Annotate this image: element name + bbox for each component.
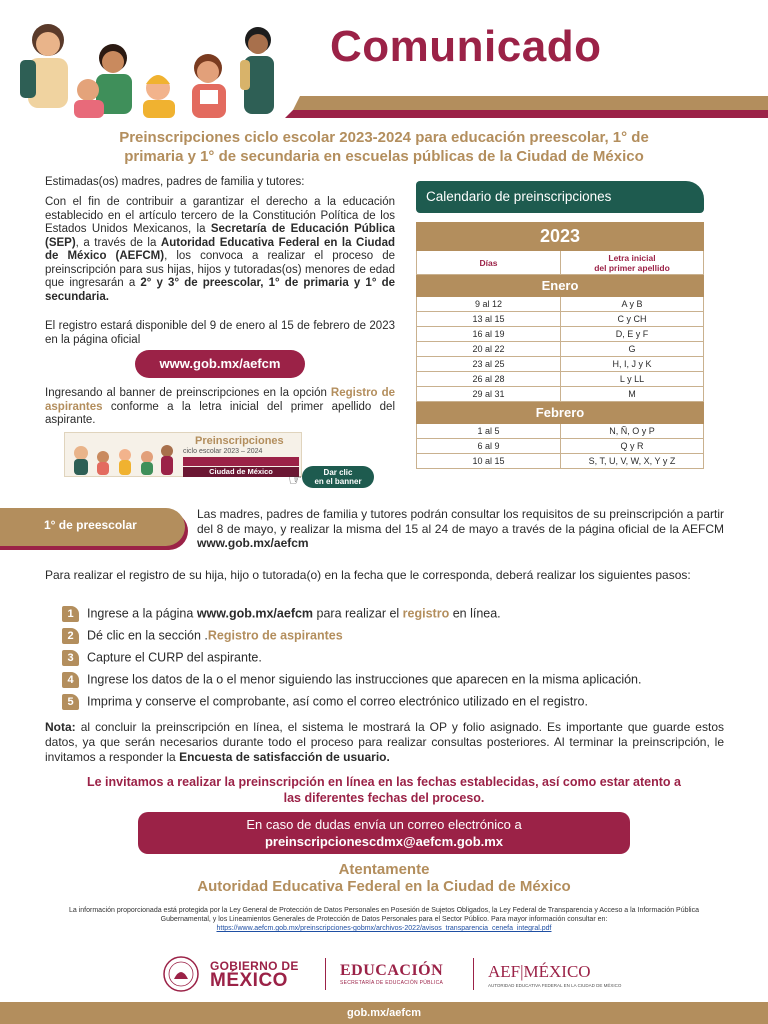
survey-text[interactable]: Encuesta de satisfacción de usuario. <box>179 750 390 764</box>
sep-name: Secretaría de Educación Pública (SEP) <box>45 223 395 249</box>
calendar-days: 16 al 19 <box>417 327 561 342</box>
sep-logo-caption: SECRETARÍA DE EDUCACIÓN PÚBLICA <box>340 980 444 986</box>
calendar-row <box>417 297 704 312</box>
step-number: 1 <box>62 606 79 622</box>
banner-city: Ciudad de México <box>183 467 299 477</box>
step-number: 5 <box>62 694 79 710</box>
click-label-1: Dar clic <box>323 468 353 477</box>
step-number: 4 <box>62 672 79 688</box>
calendar-row <box>417 372 704 387</box>
col-header-letter <box>561 251 704 275</box>
click-label-2: en el banner <box>314 477 362 486</box>
aef-logo-caption: AUTORIDAD EDUCATIVA FEDERAL EN LA CIUDAD DE MÉXICO <box>488 983 622 988</box>
calendar-days: 23 al 25 <box>417 357 561 372</box>
col-header-letter-2: del primer apellido <box>594 262 670 273</box>
step-item <box>62 626 343 644</box>
step-item <box>62 670 642 688</box>
subtitle-line-1: Preinscripciones ciclo escolar 2023-2024 para educación preescolar, 1° de <box>119 129 649 146</box>
contact-email[interactable]: preinscripcionescdmx@aefcm.gob.mx <box>264 834 504 849</box>
step-number: 2 <box>62 628 79 644</box>
step-text-part: Capture el CURP del aspirante. <box>87 650 262 665</box>
banner-children-illustration <box>67 439 177 475</box>
steps-intro: Para realizar el registro de su hija, hijo o tutorada(o) en la fecha que le corresponda, deberá realizar los siguientes pasos: <box>45 568 691 582</box>
contact-box <box>138 812 630 854</box>
calendar-table <box>416 222 704 469</box>
logo-divider <box>325 958 326 990</box>
para1-text-a: Con el fin de contribuir a garantizar el derecho a la educación establecido en el artículo tercero de la Constitución Política de los Estados Unidos Mexicanos, la <box>45 196 395 235</box>
gobierno-logo-line2: MÉXICO <box>210 970 288 991</box>
calendar-letters: Q y R <box>561 439 704 454</box>
calendar-year: 2023 <box>417 223 704 251</box>
preescolar-text-a: Las madres, padres de familia y tutores podrán consultar los requisitos de su preinscripción a partir del 8 de mayo, y realizar la misma del 15 al 24 de mayo a través de la página oficial de la AEFCM <box>197 507 724 536</box>
note-label: Nota: <box>45 720 76 734</box>
step-text-part: para realizar el <box>313 606 403 621</box>
col-header-letter-1: Letra inicial <box>608 252 656 263</box>
step-text <box>87 673 642 687</box>
calendar-row <box>417 327 704 342</box>
calendar-row <box>417 387 704 402</box>
step-text <box>87 695 588 709</box>
legal-text: La información proporcionada está protegida por la Ley General de Protección de Datos Personales en Posesión de Sujetos Obligados, la Ley Federal de Transparencia y Acceso a la Información Pública Gubernamental, y los Lineamientos Generales de Protección de Datos Personales para el Sector Público. Para mayor información consultar en: <box>69 907 699 923</box>
footer-url[interactable]: gob.mx/aefcm <box>0 1002 768 1024</box>
mexico-seal-icon <box>160 955 202 993</box>
calendar-header-row <box>417 251 704 275</box>
step-text <box>87 629 343 643</box>
calendar-days: 20 al 22 <box>417 342 561 357</box>
invite-line-1: Le invitamos a realizar la preinscripción en línea en las fechas establecidas, así como estar atento a <box>86 775 681 789</box>
step-item <box>62 692 588 710</box>
calendar-row <box>417 342 704 357</box>
calendar-letters: A y B <box>561 297 704 312</box>
signature-atentamente: Atentamente <box>338 861 430 878</box>
step-text-part: Dé clic en la sección <box>87 628 205 643</box>
calendar-days: 10 al 15 <box>417 454 561 469</box>
calendar-letters: C y CH <box>561 312 704 327</box>
aef-logo: AEF|MÉXICO <box>488 962 591 981</box>
calendar-month: Enero <box>417 275 704 297</box>
calendar-days: 29 al 31 <box>417 387 561 402</box>
calendar-letters: L y LL <box>561 372 704 387</box>
note-text: al concluir la preinscripción en línea, el sistema le mostrará la OP y folio asignado. Es importante que guarde estos datos, ya que serán necesarios durante todo el proceso para realizar consultas posteriores. Al terminar la preinscripción, le invitamos a responder la <box>45 720 724 764</box>
banner-strip <box>183 457 299 466</box>
header-decorative-band <box>285 96 768 118</box>
step-url[interactable]: www.gob.mx/aefcm <box>196 606 314 621</box>
step-text-part: en línea. <box>449 606 501 621</box>
calendar-days: 6 al 9 <box>417 439 561 454</box>
calendar-month-row <box>417 402 704 424</box>
calendar-row <box>417 439 704 454</box>
calendar-letters: H, I, J y K <box>561 357 704 372</box>
intro-paragraph <box>45 196 395 304</box>
calendar-letters: N, Ñ, O y P <box>561 424 704 439</box>
step-text <box>87 651 262 665</box>
legal-link[interactable]: https://www.aefcm.gob.mx/preinscripciones-gobmx/archivos-2022/avisos_transparencia_cenefa_integral.pdf <box>216 925 552 932</box>
para3-text-b: conforme a la letra inicial del primer apellido del aspirante. <box>45 400 395 426</box>
registration-dates: El registro estará disponible del 9 de enero al 15 de febrero de 2023 en la página oficial <box>45 320 395 346</box>
logo-divider <box>473 958 474 990</box>
step-number: 3 <box>62 650 79 666</box>
educacion-logo: EDUCACIÓN <box>340 962 444 979</box>
col-header-days: Días <box>417 251 561 275</box>
calendar-month: Febrero <box>417 402 704 424</box>
note-paragraph <box>45 720 724 765</box>
step-text <box>87 607 501 621</box>
signature-authority: Autoridad Educativa Federal en la Ciudad de México <box>197 878 571 895</box>
step-item <box>62 648 262 666</box>
preescolar-url[interactable]: www.gob.mx/aefcm <box>197 536 309 550</box>
contact-text: En caso de dudas envía un correo electrónico a <box>246 817 522 832</box>
step-text-part: Imprima y conserve el comprobante, así como el correo electrónico utilizado en el registro. <box>87 694 588 709</box>
para3-text-a: Ingresando al banner de preinscripciones en la opción <box>45 387 331 399</box>
step-text-part: Ingrese los datos de la o el menor siguiendo las instrucciones que aparecen en la misma aplicación. <box>87 672 642 687</box>
gobierno-logo-line1: GOBIERNO DE <box>210 959 299 973</box>
greeting: Estimadas(os) madres, padres de familia y tutores: <box>45 176 305 188</box>
calendar-row <box>417 312 704 327</box>
calendar-letters: G <box>561 342 704 357</box>
aefcm-name: Autoridad Educativa Federal en la Ciudad de México (AEFCM) <box>45 236 395 262</box>
aefcm-url-button[interactable]: www.gob.mx/aefcm <box>135 350 305 378</box>
invitation-text <box>40 774 728 806</box>
subtitle-line-2: primaria y 1° de secundaria en escuelas públicas de la Ciudad de México <box>124 148 644 165</box>
banner-instructions <box>45 387 395 428</box>
legal-notice <box>50 906 718 933</box>
para1-text-b: , a través de la <box>75 236 161 249</box>
preescolar-label: 1° de preescolar <box>44 518 137 532</box>
calendar-letters: D, E y F <box>561 327 704 342</box>
step-text-part: Ingrese a la página <box>87 606 197 621</box>
calendar-heading: Calendario de preinscripciones <box>416 181 704 213</box>
calendar-days: 1 al 5 <box>417 424 561 439</box>
calendar-row <box>417 424 704 439</box>
preinscripciones-banner[interactable] <box>64 432 302 477</box>
para1-text-c: , los convoca a realizar el proceso de preinscripción para sus hijas, hijos y tutoradas(os) menores de edad que ingresarán a <box>45 250 395 289</box>
page-title: Comunicado <box>330 22 602 71</box>
calendar-days: 13 al 15 <box>417 312 561 327</box>
calendar-letters: M <box>561 387 704 402</box>
banner-subtitle: ciclo escolar 2023 – 2024 <box>183 448 263 455</box>
pointer-hand-icon: ☞ <box>288 472 303 489</box>
calendar-days: 9 al 12 <box>417 297 561 312</box>
page-subtitle <box>40 128 728 166</box>
step-highlight[interactable]: Registro de aspirantes <box>207 628 343 643</box>
children-illustration <box>8 10 278 118</box>
levels-text: 2° y 3° de preescolar, 1° de primaria y 1° de secundaria. <box>45 277 395 303</box>
invite-line-2: las diferentes fechas del proceso. <box>283 791 485 805</box>
click-banner-button[interactable] <box>302 466 374 488</box>
step-text-part: . <box>204 628 208 643</box>
step-item <box>62 604 501 622</box>
registro-aspirantes-link[interactable]: Registro de aspirantes <box>45 387 395 413</box>
banner-title: Preinscripciones <box>195 435 284 447</box>
calendar-year-row <box>417 223 704 251</box>
calendar-row <box>417 454 704 469</box>
calendar-month-row <box>417 275 704 297</box>
preescolar-text <box>197 507 724 551</box>
calendar-days: 26 al 28 <box>417 372 561 387</box>
step-highlight[interactable]: registro <box>402 606 450 621</box>
calendar-letters: S, T, U, V, W, X, Y y Z <box>561 454 704 469</box>
calendar-row <box>417 357 704 372</box>
